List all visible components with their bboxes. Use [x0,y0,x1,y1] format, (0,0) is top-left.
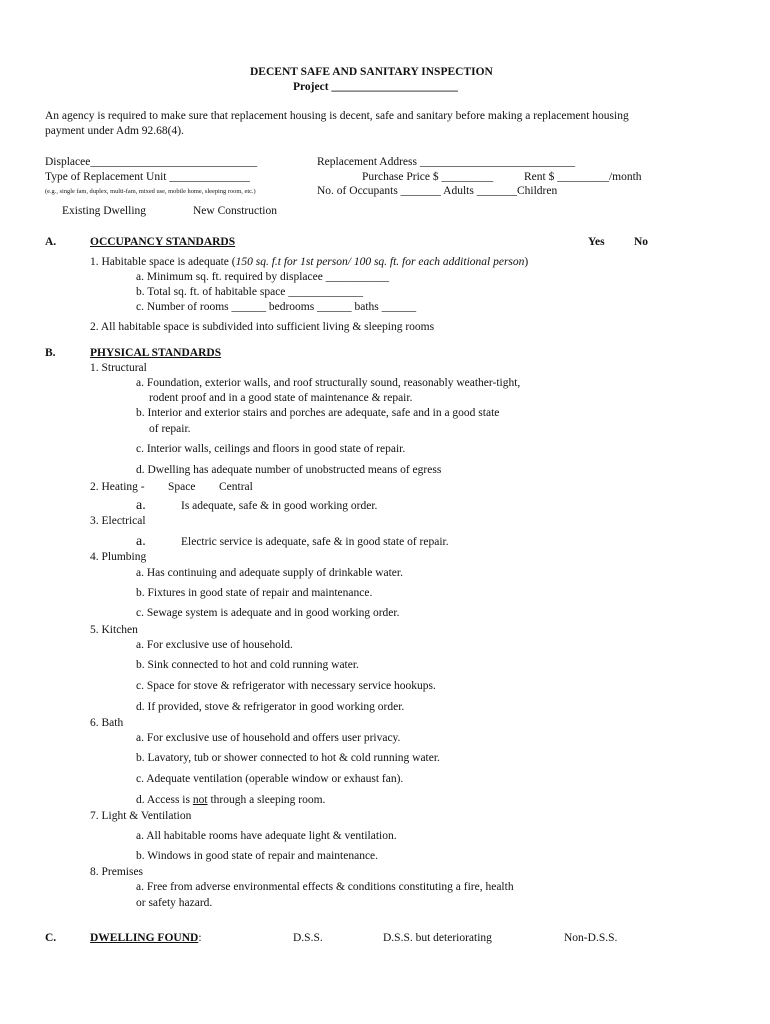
structural-item-c: c. Interior walls, ceilings and floors in good state of repair. [136,443,406,455]
page-title: DECENT SAFE AND SANITARY INSPECTION [250,66,493,78]
no-column-header: No [634,236,649,248]
structural-item-b-line-2: of repair. [149,423,191,435]
displacee-field: Displacee_____________________________ [45,156,258,168]
bath-item-c: c. Adequate ventilation (operable window or exhaust fan). [136,773,404,785]
heating-item-a-letter: a. [136,498,146,513]
section-b-title: PHYSICAL STANDARDS [90,347,222,359]
electrical-heading: 3. Electrical [90,515,146,527]
yes-column-header: Yes [588,236,605,248]
structural-heading: 1. Structural [90,362,147,374]
electrical-item-a: Electric service is adequate, safe & in good state of repair. [181,536,449,548]
premises-heading: 8. Premises [90,866,144,878]
type-examples-note: (e.g., single fam, duplex, multi-fam, mixed use, mobile home, sleeping room, etc.) [45,188,256,195]
plumbing-heading: 4. Plumbing [90,551,147,563]
bath-item-b: b. Lavatory, tub or shower connected to hot & cold running water. [136,752,440,764]
occupants-field: No. of Occupants _______ Adults _______Children [317,185,558,197]
dss-option: D.S.S. [293,932,323,944]
electrical-item-a-letter: a. [136,534,146,549]
heating-item-a: Is adequate, safe & in good working order. [181,500,378,512]
premises-item-a-line-2: or safety hazard. [136,897,213,909]
kitchen-item-b: b. Sink connected to hot and cold running water. [136,659,359,671]
non-dss-option: Non-D.S.S. [564,932,618,944]
purchase-price-field: Purchase Price $ _________ [362,171,494,183]
project-field: Project ______________________ [293,81,458,93]
kitchen-heading: 5. Kitchen [90,624,138,636]
section-b-letter: B. [45,347,56,359]
kitchen-item-c: c. Space for stove & refrigerator with necessary service hookups. [136,680,436,692]
bath-item-d: d. Access is not through a sleeping room. [136,794,326,806]
section-c-title: DWELLING FOUND: [90,932,202,944]
structural-item-a-line-2: rodent proof and in a good state of maintenance & repair. [149,392,413,404]
structural-item-d: d. Dwelling has adequate number of unobstructed means of egress [136,464,442,476]
occupancy-item-1b: b. Total sq. ft. of habitable space _____________ [136,286,364,298]
structural-item-a-line-1: a. Foundation, exterior walls, and roof structurally sound, reasonably weather-tight, [136,377,521,389]
heating-heading: 2. Heating - [90,481,145,493]
new-construction-option: New Construction [193,205,278,217]
heating-central-option: Central [219,481,253,493]
plumbing-item-b: b. Fixtures in good state of repair and maintenance. [136,587,373,599]
heating-space-option: Space [168,481,196,493]
light-ventilation-heading: 7. Light & Ventilation [90,810,192,822]
kitchen-item-a: a. For exclusive use of household. [136,639,293,651]
occupancy-item-1a: a. Minimum sq. ft. required by displacee ___________ [136,271,389,283]
bath-heading: 6. Bath [90,717,124,729]
intro-text-line-1: An agency is required to make sure that replacement housing is decent, safe and sanitary before making a replacement housing [45,110,629,122]
kitchen-item-d: d. If provided, stove & refrigerator in good working order. [136,701,405,713]
premises-item-a-line-1: a. Free from adverse environmental effects & conditions constituting a fire, health [136,881,514,893]
plumbing-item-a: a. Has continuing and adequate supply of drinkable water. [136,567,403,579]
replacement-address-field: Replacement Address ___________________________ [317,156,576,168]
section-a-title: OCCUPANCY STANDARDS [90,236,236,248]
intro-text-line-2: payment under Adm 92.68(4). [45,125,184,137]
occupancy-item-1: 1. Habitable space is adequate (150 sq. f.t for 1st person/ 100 sq. ft. for each additional person) [90,256,529,268]
section-c-letter: C. [45,932,57,944]
rent-field: Rent $ _________/month [524,171,642,183]
occupancy-item-2: 2. All habitable space is subdivided into sufficient living & sleeping rooms [90,321,435,333]
plumbing-item-c: c. Sewage system is adequate and in good working order. [136,607,400,619]
structural-item-b-line-1: b. Interior and exterior stairs and porches are adequate, safe and in a good state [136,407,500,419]
type-of-unit-field: Type of Replacement Unit ______________ [45,171,250,183]
dss-deteriorating-option: D.S.S. but deteriorating [383,932,492,944]
section-a-letter: A. [45,236,57,248]
bath-item-a: a. For exclusive use of household and offers user privacy. [136,732,401,744]
existing-dwelling-option: Existing Dwelling [62,205,147,217]
light-item-a: a. All habitable rooms have adequate light & ventilation. [136,830,397,842]
occupancy-item-1c: c. Number of rooms ______ bedrooms ______ baths ______ [136,301,417,313]
light-item-b: b. Windows in good state of repair and maintenance. [136,850,379,862]
